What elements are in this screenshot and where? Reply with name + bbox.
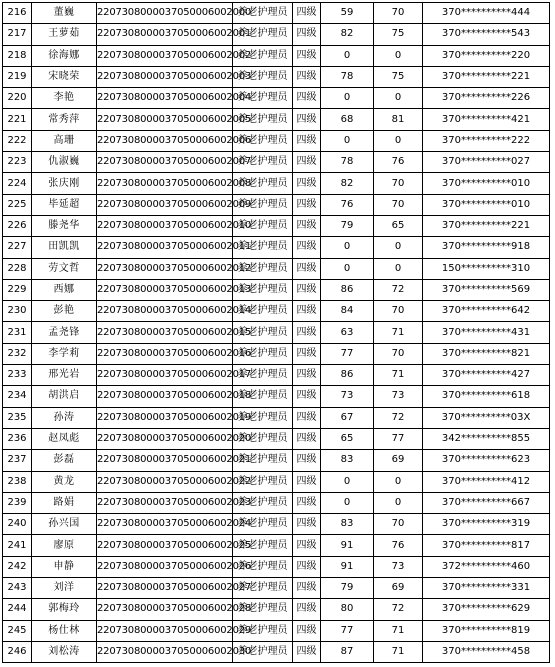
id-number-cell: 370**********819 [423, 620, 550, 641]
table-row [3, 514, 550, 535]
skill-score-cell: 65 [374, 215, 423, 236]
occupation-cell: 养老护理员 [233, 514, 293, 535]
table-row [3, 535, 550, 556]
occupation-cell: 养老护理员 [233, 194, 293, 215]
theory-score-cell: 91 [321, 556, 374, 577]
occupation-cell: 养老护理员 [233, 599, 293, 620]
level-cell: 四级 [293, 130, 321, 151]
certificate-number-cell: 2207308000037050006002005 [97, 109, 233, 130]
certificate-number-cell: 2207308000037050006002001 [97, 24, 233, 45]
occupation-cell: 养老护理员 [233, 152, 293, 173]
name-cell: 黄龙 [32, 471, 97, 492]
name-cell: 张庆刚 [32, 173, 97, 194]
occupation-cell: 养老护理员 [233, 109, 293, 130]
level-cell: 四级 [293, 365, 321, 386]
row-number-cell: 218 [3, 45, 32, 66]
id-number-cell: 372**********460 [423, 556, 550, 577]
theory-score-cell: 0 [321, 258, 374, 279]
level-cell: 四级 [293, 641, 321, 662]
table-row [3, 471, 550, 492]
row-number-cell: 223 [3, 152, 32, 173]
id-number-cell: 370**********010 [423, 173, 550, 194]
id-number-cell: 370**********221 [423, 215, 550, 236]
theory-score-cell: 76 [321, 194, 374, 215]
table-row [3, 66, 550, 87]
table-row [3, 152, 550, 173]
name-cell: 廖原 [32, 535, 97, 556]
occupation-cell: 养老护理员 [233, 24, 293, 45]
table-row [3, 237, 550, 258]
theory-score-cell: 86 [321, 279, 374, 300]
row-number-cell: 244 [3, 599, 32, 620]
table-row [3, 130, 550, 151]
level-cell: 四级 [293, 492, 321, 513]
row-number-cell: 240 [3, 514, 32, 535]
theory-score-cell: 0 [321, 88, 374, 109]
theory-score-cell: 78 [321, 152, 374, 173]
table-row [3, 173, 550, 194]
table-row [3, 45, 550, 66]
certificate-number-cell: 2207308000037050006002014 [97, 301, 233, 322]
occupation-cell: 养老护理员 [233, 428, 293, 449]
occupation-cell: 养老护理员 [233, 620, 293, 641]
id-number-cell: 370**********431 [423, 322, 550, 343]
level-cell: 四级 [293, 599, 321, 620]
theory-score-cell: 63 [321, 322, 374, 343]
level-cell: 四级 [293, 66, 321, 87]
name-cell: 仇淑巍 [32, 152, 97, 173]
name-cell: 申静 [32, 556, 97, 577]
id-number-cell: 370**********03X [423, 407, 550, 428]
name-cell: 滕尧华 [32, 215, 97, 236]
table-row [3, 24, 550, 45]
occupation-cell: 养老护理员 [233, 88, 293, 109]
certificate-number-cell: 2207308000037050006002029 [97, 620, 233, 641]
id-number-cell: 150**********310 [423, 258, 550, 279]
id-number-cell: 370**********319 [423, 514, 550, 535]
level-cell: 四级 [293, 45, 321, 66]
id-number-cell: 370**********222 [423, 130, 550, 151]
theory-score-cell: 84 [321, 301, 374, 322]
theory-score-cell: 86 [321, 365, 374, 386]
occupation-cell: 养老护理员 [233, 407, 293, 428]
certificate-number-cell: 2207308000037050006002018 [97, 386, 233, 407]
id-number-cell: 370**********010 [423, 194, 550, 215]
skill-score-cell: 70 [374, 514, 423, 535]
skill-score-cell: 70 [374, 194, 423, 215]
certificate-number-cell: 2207308000037050006002003 [97, 66, 233, 87]
occupation-cell: 养老护理员 [233, 578, 293, 599]
skill-score-cell: 70 [374, 301, 423, 322]
skill-score-cell: 70 [374, 3, 423, 24]
name-cell: 邢光岩 [32, 365, 97, 386]
score-table [2, 2, 550, 663]
name-cell: 高珊 [32, 130, 97, 151]
skill-score-cell: 72 [374, 407, 423, 428]
name-cell: 刘洋 [32, 578, 97, 599]
row-number-cell: 226 [3, 215, 32, 236]
row-number-cell: 235 [3, 407, 32, 428]
name-cell: 李学莉 [32, 343, 97, 364]
theory-score-cell: 82 [321, 24, 374, 45]
row-number-cell: 227 [3, 237, 32, 258]
certificate-number-cell: 2207308000037050006002013 [97, 279, 233, 300]
theory-score-cell: 59 [321, 3, 374, 24]
theory-score-cell: 83 [321, 514, 374, 535]
certificate-number-cell: 2207308000037050006002016 [97, 343, 233, 364]
id-number-cell: 342**********855 [423, 428, 550, 449]
id-number-cell: 370**********221 [423, 66, 550, 87]
certificate-number-cell: 2207308000037050006002023 [97, 492, 233, 513]
id-number-cell: 370**********629 [423, 599, 550, 620]
id-number-cell: 370**********642 [423, 301, 550, 322]
id-number-cell: 370**********618 [423, 386, 550, 407]
level-cell: 四级 [293, 88, 321, 109]
table-row [3, 599, 550, 620]
table-row [3, 407, 550, 428]
occupation-cell: 养老护理员 [233, 641, 293, 662]
level-cell: 四级 [293, 237, 321, 258]
occupation-cell: 养老护理员 [233, 130, 293, 151]
id-number-cell: 370**********817 [423, 535, 550, 556]
skill-score-cell: 75 [374, 66, 423, 87]
name-cell: 董巍 [32, 3, 97, 24]
level-cell: 四级 [293, 535, 321, 556]
certificate-number-cell: 2207308000037050006002027 [97, 578, 233, 599]
skill-score-cell: 0 [374, 45, 423, 66]
table-row [3, 194, 550, 215]
row-number-cell: 236 [3, 428, 32, 449]
certificate-number-cell: 2207308000037050006002002 [97, 45, 233, 66]
occupation-cell: 养老护理员 [233, 258, 293, 279]
row-number-cell: 229 [3, 279, 32, 300]
occupation-cell: 养老护理员 [233, 492, 293, 513]
table-row [3, 386, 550, 407]
occupation-cell: 养老护理员 [233, 535, 293, 556]
table-body [3, 3, 550, 663]
row-number-cell: 237 [3, 450, 32, 471]
row-number-cell: 243 [3, 578, 32, 599]
occupation-cell: 养老护理员 [233, 215, 293, 236]
certificate-number-cell: 2207308000037050006002010 [97, 215, 233, 236]
occupation-cell: 养老护理员 [233, 3, 293, 24]
row-number-cell: 241 [3, 535, 32, 556]
certificate-number-cell: 2207308000037050006002025 [97, 535, 233, 556]
name-cell: 毕延超 [32, 194, 97, 215]
certificate-number-cell: 2207308000037050006002030 [97, 641, 233, 662]
level-cell: 四级 [293, 173, 321, 194]
skill-score-cell: 69 [374, 450, 423, 471]
id-number-cell: 370**********623 [423, 450, 550, 471]
score-table-page [2, 2, 550, 663]
table-row [3, 301, 550, 322]
certificate-number-cell: 2207308000037050006002007 [97, 152, 233, 173]
table-row [3, 620, 550, 641]
id-number-cell: 370**********421 [423, 109, 550, 130]
row-number-cell: 225 [3, 194, 32, 215]
row-number-cell: 221 [3, 109, 32, 130]
table-row [3, 556, 550, 577]
id-number-cell: 370**********220 [423, 45, 550, 66]
table-row [3, 258, 550, 279]
theory-score-cell: 73 [321, 386, 374, 407]
skill-score-cell: 73 [374, 556, 423, 577]
row-number-cell: 219 [3, 66, 32, 87]
theory-score-cell: 67 [321, 407, 374, 428]
table-row [3, 641, 550, 662]
level-cell: 四级 [293, 215, 321, 236]
id-number-cell: 370**********226 [423, 88, 550, 109]
theory-score-cell: 77 [321, 343, 374, 364]
occupation-cell: 养老护理员 [233, 66, 293, 87]
row-number-cell: 232 [3, 343, 32, 364]
level-cell: 四级 [293, 471, 321, 492]
skill-score-cell: 0 [374, 471, 423, 492]
skill-score-cell: 70 [374, 343, 423, 364]
name-cell: 劳文哲 [32, 258, 97, 279]
skill-score-cell: 71 [374, 641, 423, 662]
row-number-cell: 216 [3, 3, 32, 24]
certificate-number-cell: 2207308000037050006002012 [97, 258, 233, 279]
level-cell: 四级 [293, 258, 321, 279]
certificate-number-cell: 2207308000037050006002019 [97, 407, 233, 428]
row-number-cell: 246 [3, 641, 32, 662]
theory-score-cell: 0 [321, 130, 374, 151]
id-number-cell: 370**********458 [423, 641, 550, 662]
skill-score-cell: 77 [374, 428, 423, 449]
certificate-number-cell: 2207308000037050006002028 [97, 599, 233, 620]
skill-score-cell: 71 [374, 322, 423, 343]
level-cell: 四级 [293, 386, 321, 407]
theory-score-cell: 83 [321, 450, 374, 471]
certificate-number-cell: 2207308000037050006002020 [97, 428, 233, 449]
level-cell: 四级 [293, 3, 321, 24]
id-number-cell: 370**********918 [423, 237, 550, 258]
skill-score-cell: 0 [374, 492, 423, 513]
row-number-cell: 233 [3, 365, 32, 386]
occupation-cell: 养老护理员 [233, 365, 293, 386]
row-number-cell: 217 [3, 24, 32, 45]
skill-score-cell: 72 [374, 599, 423, 620]
level-cell: 四级 [293, 556, 321, 577]
name-cell: 彭磊 [32, 450, 97, 471]
row-number-cell: 224 [3, 173, 32, 194]
theory-score-cell: 91 [321, 535, 374, 556]
row-number-cell: 234 [3, 386, 32, 407]
id-number-cell: 370**********821 [423, 343, 550, 364]
skill-score-cell: 0 [374, 258, 423, 279]
level-cell: 四级 [293, 450, 321, 471]
table-row [3, 343, 550, 364]
certificate-number-cell: 2207308000037050006002026 [97, 556, 233, 577]
table-row [3, 109, 550, 130]
certificate-number-cell: 2207308000037050006002024 [97, 514, 233, 535]
row-number-cell: 242 [3, 556, 32, 577]
id-number-cell: 370**********427 [423, 365, 550, 386]
level-cell: 四级 [293, 194, 321, 215]
theory-score-cell: 80 [321, 599, 374, 620]
row-number-cell: 238 [3, 471, 32, 492]
row-number-cell: 222 [3, 130, 32, 151]
certificate-number-cell: 2207308000037050006002011 [97, 237, 233, 258]
level-cell: 四级 [293, 407, 321, 428]
certificate-number-cell: 2207308000037050006002004 [97, 88, 233, 109]
id-number-cell: 370**********027 [423, 152, 550, 173]
occupation-cell: 养老护理员 [233, 556, 293, 577]
name-cell: 徐海娜 [32, 45, 97, 66]
row-number-cell: 230 [3, 301, 32, 322]
table-row [3, 450, 550, 471]
id-number-cell: 370**********444 [423, 3, 550, 24]
name-cell: 李艳 [32, 88, 97, 109]
level-cell: 四级 [293, 578, 321, 599]
id-number-cell: 370**********667 [423, 492, 550, 513]
row-number-cell: 239 [3, 492, 32, 513]
occupation-cell: 养老护理员 [233, 386, 293, 407]
table-row [3, 322, 550, 343]
table-row [3, 365, 550, 386]
theory-score-cell: 0 [321, 492, 374, 513]
table-row [3, 215, 550, 236]
theory-score-cell: 0 [321, 471, 374, 492]
theory-score-cell: 82 [321, 173, 374, 194]
level-cell: 四级 [293, 343, 321, 364]
id-number-cell: 370**********569 [423, 279, 550, 300]
theory-score-cell: 79 [321, 578, 374, 599]
occupation-cell: 养老护理员 [233, 173, 293, 194]
row-number-cell: 231 [3, 322, 32, 343]
level-cell: 四级 [293, 24, 321, 45]
name-cell: 郭梅玲 [32, 599, 97, 620]
name-cell: 田凯凯 [32, 237, 97, 258]
id-number-cell: 370**********543 [423, 24, 550, 45]
level-cell: 四级 [293, 279, 321, 300]
table-row [3, 88, 550, 109]
skill-score-cell: 0 [374, 130, 423, 151]
level-cell: 四级 [293, 322, 321, 343]
level-cell: 四级 [293, 109, 321, 130]
certificate-number-cell: 2207308000037050006002022 [97, 471, 233, 492]
name-cell: 路娟 [32, 492, 97, 513]
certificate-number-cell: 2207308000037050006002008 [97, 173, 233, 194]
name-cell: 孙涛 [32, 407, 97, 428]
occupation-cell: 养老护理员 [233, 237, 293, 258]
skill-score-cell: 76 [374, 152, 423, 173]
occupation-cell: 养老护理员 [233, 471, 293, 492]
name-cell: 孟尧锋 [32, 322, 97, 343]
skill-score-cell: 71 [374, 365, 423, 386]
certificate-number-cell: 2207308000037050006002006 [97, 130, 233, 151]
theory-score-cell: 68 [321, 109, 374, 130]
skill-score-cell: 0 [374, 88, 423, 109]
table-row [3, 279, 550, 300]
row-number-cell: 228 [3, 258, 32, 279]
skill-score-cell: 0 [374, 237, 423, 258]
level-cell: 四级 [293, 152, 321, 173]
skill-score-cell: 81 [374, 109, 423, 130]
name-cell: 彭艳 [32, 301, 97, 322]
name-cell: 赵凤彪 [32, 428, 97, 449]
name-cell: 西娜 [32, 279, 97, 300]
occupation-cell: 养老护理员 [233, 322, 293, 343]
theory-score-cell: 0 [321, 45, 374, 66]
id-number-cell: 370**********331 [423, 578, 550, 599]
table-row [3, 428, 550, 449]
skill-score-cell: 75 [374, 24, 423, 45]
theory-score-cell: 87 [321, 641, 374, 662]
level-cell: 四级 [293, 301, 321, 322]
theory-score-cell: 0 [321, 237, 374, 258]
theory-score-cell: 77 [321, 620, 374, 641]
occupation-cell: 养老护理员 [233, 45, 293, 66]
level-cell: 四级 [293, 514, 321, 535]
certificate-number-cell: 2207308000037050006002009 [97, 194, 233, 215]
occupation-cell: 养老护理员 [233, 343, 293, 364]
skill-score-cell: 72 [374, 279, 423, 300]
certificate-number-cell: 2207308000037050006002000 [97, 3, 233, 24]
name-cell: 宋晓荣 [32, 66, 97, 87]
level-cell: 四级 [293, 428, 321, 449]
theory-score-cell: 79 [321, 215, 374, 236]
name-cell: 刘松涛 [32, 641, 97, 662]
skill-score-cell: 76 [374, 535, 423, 556]
name-cell: 王萝茹 [32, 24, 97, 45]
skill-score-cell: 71 [374, 620, 423, 641]
certificate-number-cell: 2207308000037050006002021 [97, 450, 233, 471]
level-cell: 四级 [293, 620, 321, 641]
certificate-number-cell: 2207308000037050006002017 [97, 365, 233, 386]
occupation-cell: 养老护理员 [233, 450, 293, 471]
name-cell: 常秀萍 [32, 109, 97, 130]
occupation-cell: 养老护理员 [233, 279, 293, 300]
row-number-cell: 245 [3, 620, 32, 641]
id-number-cell: 370**********412 [423, 471, 550, 492]
table-row [3, 578, 550, 599]
name-cell: 孙兴国 [32, 514, 97, 535]
theory-score-cell: 65 [321, 428, 374, 449]
occupation-cell: 养老护理员 [233, 301, 293, 322]
table-row [3, 492, 550, 513]
name-cell: 胡洪启 [32, 386, 97, 407]
theory-score-cell: 78 [321, 66, 374, 87]
name-cell: 杨仕林 [32, 620, 97, 641]
skill-score-cell: 73 [374, 386, 423, 407]
certificate-number-cell: 2207308000037050006002015 [97, 322, 233, 343]
skill-score-cell: 69 [374, 578, 423, 599]
skill-score-cell: 70 [374, 173, 423, 194]
row-number-cell: 220 [3, 88, 32, 109]
table-row [3, 3, 550, 24]
